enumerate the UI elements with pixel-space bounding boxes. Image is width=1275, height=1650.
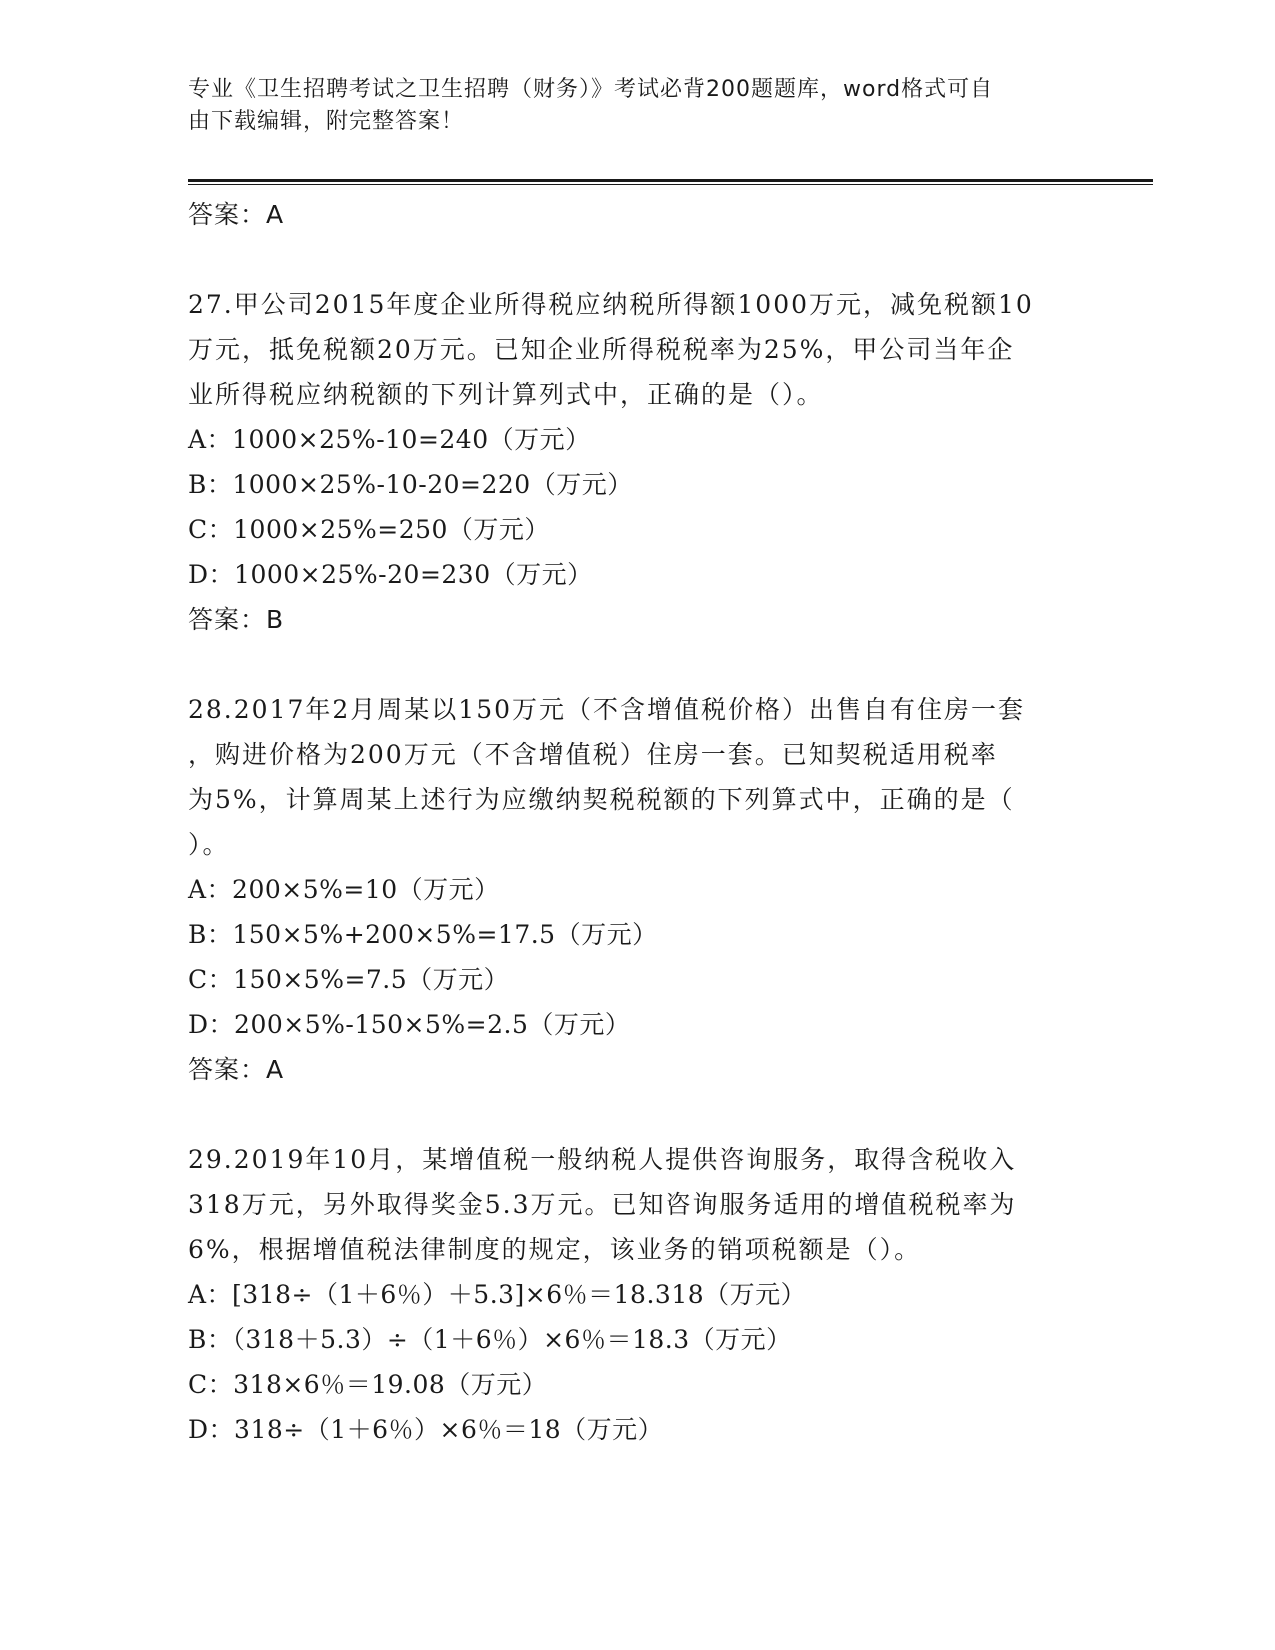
question-block xyxy=(188,687,1088,1092)
stem-line: 业所得税应纳税额的下列计算列式中，正确的是（）。 xyxy=(188,380,824,409)
option-d: D：318÷（1＋6％）×6％＝18（万元） xyxy=(188,1415,664,1444)
header-divider-thick xyxy=(188,179,1153,182)
option-d: D：200×5%-150×5%=2.5（万元） xyxy=(188,1010,631,1039)
stem-line: 为5%，计算周某上述行为应缴纳契税税额的下列算式中，正确的是（ xyxy=(188,785,1015,814)
question-stem xyxy=(188,282,1088,417)
stem-line: ，购进价格为200万元（不含增值税）住房一套。已知契税适用税率 xyxy=(188,740,998,769)
option-a: A：1000×25%-10=240（万元） xyxy=(188,425,591,454)
stem-line: 万元，抵免税额20万元。已知企业所得税税率为25%，甲公司当年企 xyxy=(188,335,1015,364)
option-c: C：1000×25%=250（万元） xyxy=(188,515,550,544)
answer-label: 答案：A xyxy=(188,1055,285,1084)
stem-line: 318万元，另外取得奖金5.3万元。已知咨询服务适用的增值税税率为 xyxy=(188,1190,1017,1219)
option-b: B：150×5%+200×5%=17.5（万元） xyxy=(188,920,658,949)
stem-line: ）。 xyxy=(188,830,230,859)
option-d: D：1000×25%-20=230（万元） xyxy=(188,560,593,589)
option-b: B：1000×25%-10-20=220（万元） xyxy=(188,470,633,499)
stem-line: 27.甲公司2015年度企业所得税应纳税所得额1000万元，减免税额10 xyxy=(188,290,1034,319)
question-list xyxy=(188,192,1088,1452)
header-divider-thin xyxy=(188,184,1153,185)
option-b: B：（318＋5.3）÷（1＋6％）×6％＝18.3（万元） xyxy=(188,1325,792,1354)
option-c: C：150×5%=7.5（万元） xyxy=(188,965,510,994)
document-header xyxy=(188,74,1088,138)
question-block xyxy=(188,282,1088,642)
header-line-1: 专业《卫生招聘考试之卫生招聘（财务）》考试必背200题题库，word格式可自 xyxy=(188,77,994,102)
question-block xyxy=(188,1137,1088,1452)
stem-line: 28.2017年2月周某以150万元（不含增值税价格）出售自有住房一套 xyxy=(188,695,1026,724)
option-a: A：[318÷（1＋6％）＋5.3]×6％＝18.318（万元） xyxy=(188,1280,807,1309)
stem-line: 29.2019年10月，某增值税一般纳税人提供咨询服务，取得含税收入 xyxy=(188,1145,1017,1174)
question-stem xyxy=(188,1137,1088,1272)
answer-label: 答案：B xyxy=(188,605,285,634)
stem-line: 6%，根据增值税法律制度的规定，该业务的销项税额是（）。 xyxy=(188,1235,922,1264)
header-line-2: 由下载编辑，附完整答案！ xyxy=(188,109,465,134)
option-c: C：318×6％＝19.08（万元） xyxy=(188,1370,548,1399)
option-a: A：200×5%=10（万元） xyxy=(188,875,500,904)
question-stem xyxy=(188,687,1088,867)
answer-label: 答案：A xyxy=(188,200,285,229)
